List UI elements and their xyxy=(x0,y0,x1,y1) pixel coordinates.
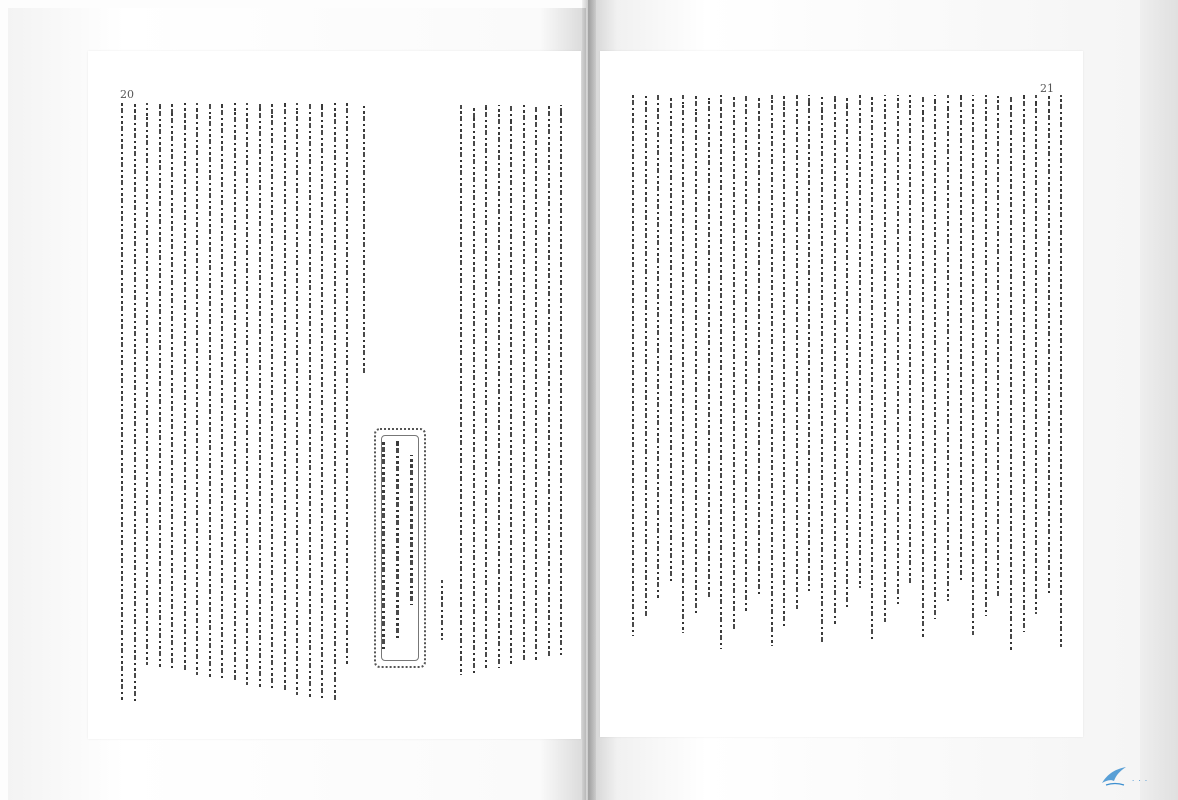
text-column xyxy=(146,103,148,665)
text-column xyxy=(259,103,261,688)
text-column xyxy=(1060,95,1062,647)
text-column xyxy=(708,95,710,597)
text-column xyxy=(922,95,924,637)
text-column xyxy=(196,103,198,675)
page-edge xyxy=(1140,0,1178,800)
text-column xyxy=(485,105,487,670)
text-column xyxy=(632,95,634,636)
text-column xyxy=(682,95,684,633)
text-column xyxy=(720,95,722,649)
text-column xyxy=(796,95,798,609)
text-column xyxy=(296,103,298,695)
text-column xyxy=(909,95,911,586)
text-column xyxy=(548,105,550,658)
text-column xyxy=(645,95,647,618)
text-column xyxy=(733,95,735,630)
text-column xyxy=(535,105,537,660)
text-column xyxy=(346,103,348,665)
text-column xyxy=(997,95,999,598)
book-gutter xyxy=(582,0,596,800)
text-column xyxy=(460,105,462,675)
text-column xyxy=(897,95,899,604)
text-column xyxy=(695,95,697,615)
text-column xyxy=(758,95,760,594)
text-column xyxy=(441,580,443,640)
text-column xyxy=(884,95,886,622)
text-column xyxy=(783,95,785,628)
text-column xyxy=(834,95,836,625)
text-column xyxy=(321,103,323,700)
text-column xyxy=(184,103,186,673)
text-column xyxy=(560,105,562,655)
text-column xyxy=(934,95,936,619)
watermark-mark-bottom: · · · xyxy=(1132,777,1149,785)
text-column xyxy=(985,95,987,616)
text-column xyxy=(309,103,311,698)
page-number-left: 20 xyxy=(120,88,134,101)
text-column xyxy=(821,95,823,643)
text-column xyxy=(334,103,336,703)
text-column xyxy=(846,95,848,607)
text-column xyxy=(1035,95,1037,614)
text-column xyxy=(234,103,236,683)
text-column xyxy=(808,95,810,591)
text-column xyxy=(498,105,500,668)
page-number-right: 21 xyxy=(1040,82,1054,95)
text-column xyxy=(960,95,962,583)
text-column xyxy=(271,103,273,690)
text-column xyxy=(657,95,659,600)
text-column xyxy=(947,95,949,601)
text-column xyxy=(871,95,873,640)
text-column xyxy=(1010,95,1012,650)
text-column xyxy=(1023,95,1025,632)
text-column xyxy=(246,103,248,685)
bird-logo-icon xyxy=(1100,763,1128,789)
watermark xyxy=(1100,763,1160,793)
text-column xyxy=(745,95,747,612)
text-column xyxy=(134,103,136,703)
text-column xyxy=(363,104,365,374)
text-column xyxy=(209,103,211,678)
boxed-chapter-heading xyxy=(374,428,426,668)
text-column xyxy=(670,95,672,581)
text-column xyxy=(523,105,525,663)
text-column xyxy=(284,103,286,693)
text-column xyxy=(171,103,173,670)
text-column xyxy=(473,105,475,673)
text-column xyxy=(771,95,773,646)
text-column xyxy=(510,105,512,665)
text-column xyxy=(121,103,123,700)
heading-frame xyxy=(381,435,419,661)
text-column xyxy=(859,95,861,588)
text-column xyxy=(972,95,974,635)
text-column xyxy=(221,103,223,680)
text-column xyxy=(159,103,161,668)
text-column xyxy=(1048,95,1050,595)
